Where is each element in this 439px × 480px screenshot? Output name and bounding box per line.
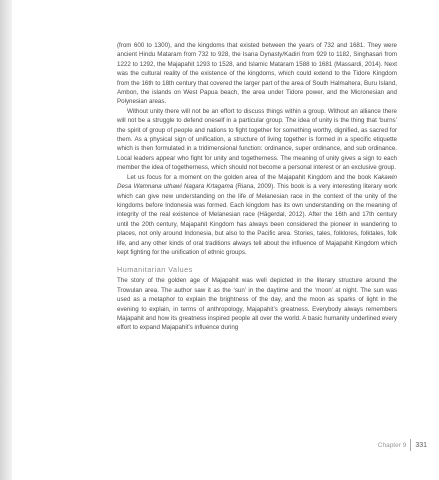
paragraph-kingdoms: (from 600 to 1300), and the kingdoms that existed between the years of 732 and 1681. They were ancient Hindu Mataram from 732 to 928, the Isana Dynasty/Kadiri from 929 to 1182, Singhasari from 1222 to 1292, the Majapahit 1293 to 1528, and Islamic Mataram 1588 to 1681 (Massardi, 2014). Next was the cultural reality of the existence of the kingdoms, which could extend to the Tidore Kingdom from the 16th to 18th century that covered the larger part of the area of South Halmahera, Buru Island, Ambon, the islands on West Papua beach, the area under Tidore power, and the Micronesian and Polynesian areas. [117, 42, 397, 106]
paragraph-book-intro: Let us focus for a moment on the golden area of the Majapahit Kingdom and the book [127, 173, 374, 181]
chapter-label: Chapter 9 [377, 441, 407, 449]
book-title: Kakawin Desa Wamnana uthawi Nagara Krtagama [117, 173, 397, 191]
paragraph-book-rest: (Riana, 2009). This book is a very interesting literary work which can give new understanding on the life of Melanesian race in the context of the unity of the kingdoms before Indonesia was formed. Each kingdom has its own understanding on the meaning of integrity of the real existence of Melanesian race (Hägerdal, 2012). After the 16th and 17th century until the 20th century, Majapahit Kingdom has always been considered the pioneer in wandering to places, not only around Indonesia, but also to the Pacific area. Stories, tales, folklores, folktales, folk life, and any other kinds of oral traditions always tell about the influence of Majapahit Kingdom which kept fighting for the unification of ethnic groups. [117, 183, 397, 256]
page-footer [378, 439, 427, 451]
page-number: 331 [415, 441, 427, 449]
section-heading: Humanitarian Values [117, 265, 193, 275]
body-text [117, 41, 397, 333]
page-gutter [0, 0, 12, 480]
footer-divider [410, 439, 411, 451]
paragraph-humanitarian: The story of the golden age of Majapahit was well depicted in the literary structure around the Trowulan area. The author saw it as the ‘sun’ in the daytime and the ‘moon’ at night. The sun was used as a metaphor to explain the brightness of the day, and the moon as sparks of light in the evening to explain, in terms of anthropology, Majapahit’s greatness. Everybody always remembers Majapahit and how its greatness inspired people all over the world. A basic humanity underlined every effort to expand Majapahit’s influence during [117, 277, 397, 332]
paragraph-unity: Without unity there will not be an effort to discuss things within a group. Without an alliance there will not be a struggle to defend oneself in a particular group. The idea of unity is the thing that ‘burns’ the spirit of group of people and nations to fight together for something worthy, dignified, as sacred for them. As a physical sign of unification, a structure of living together is formed in a specific etiquette which is then formulated in a tridimensional function: ordinance, super ordinance, and sub ordinance. Local leaders appear who fight for unity and togetherness. The meaning of unity gives a sign to each member the idea of togetherness, which should not become a personal interest or an exclusive group. [117, 107, 397, 172]
paragraph-book [117, 173, 397, 258]
